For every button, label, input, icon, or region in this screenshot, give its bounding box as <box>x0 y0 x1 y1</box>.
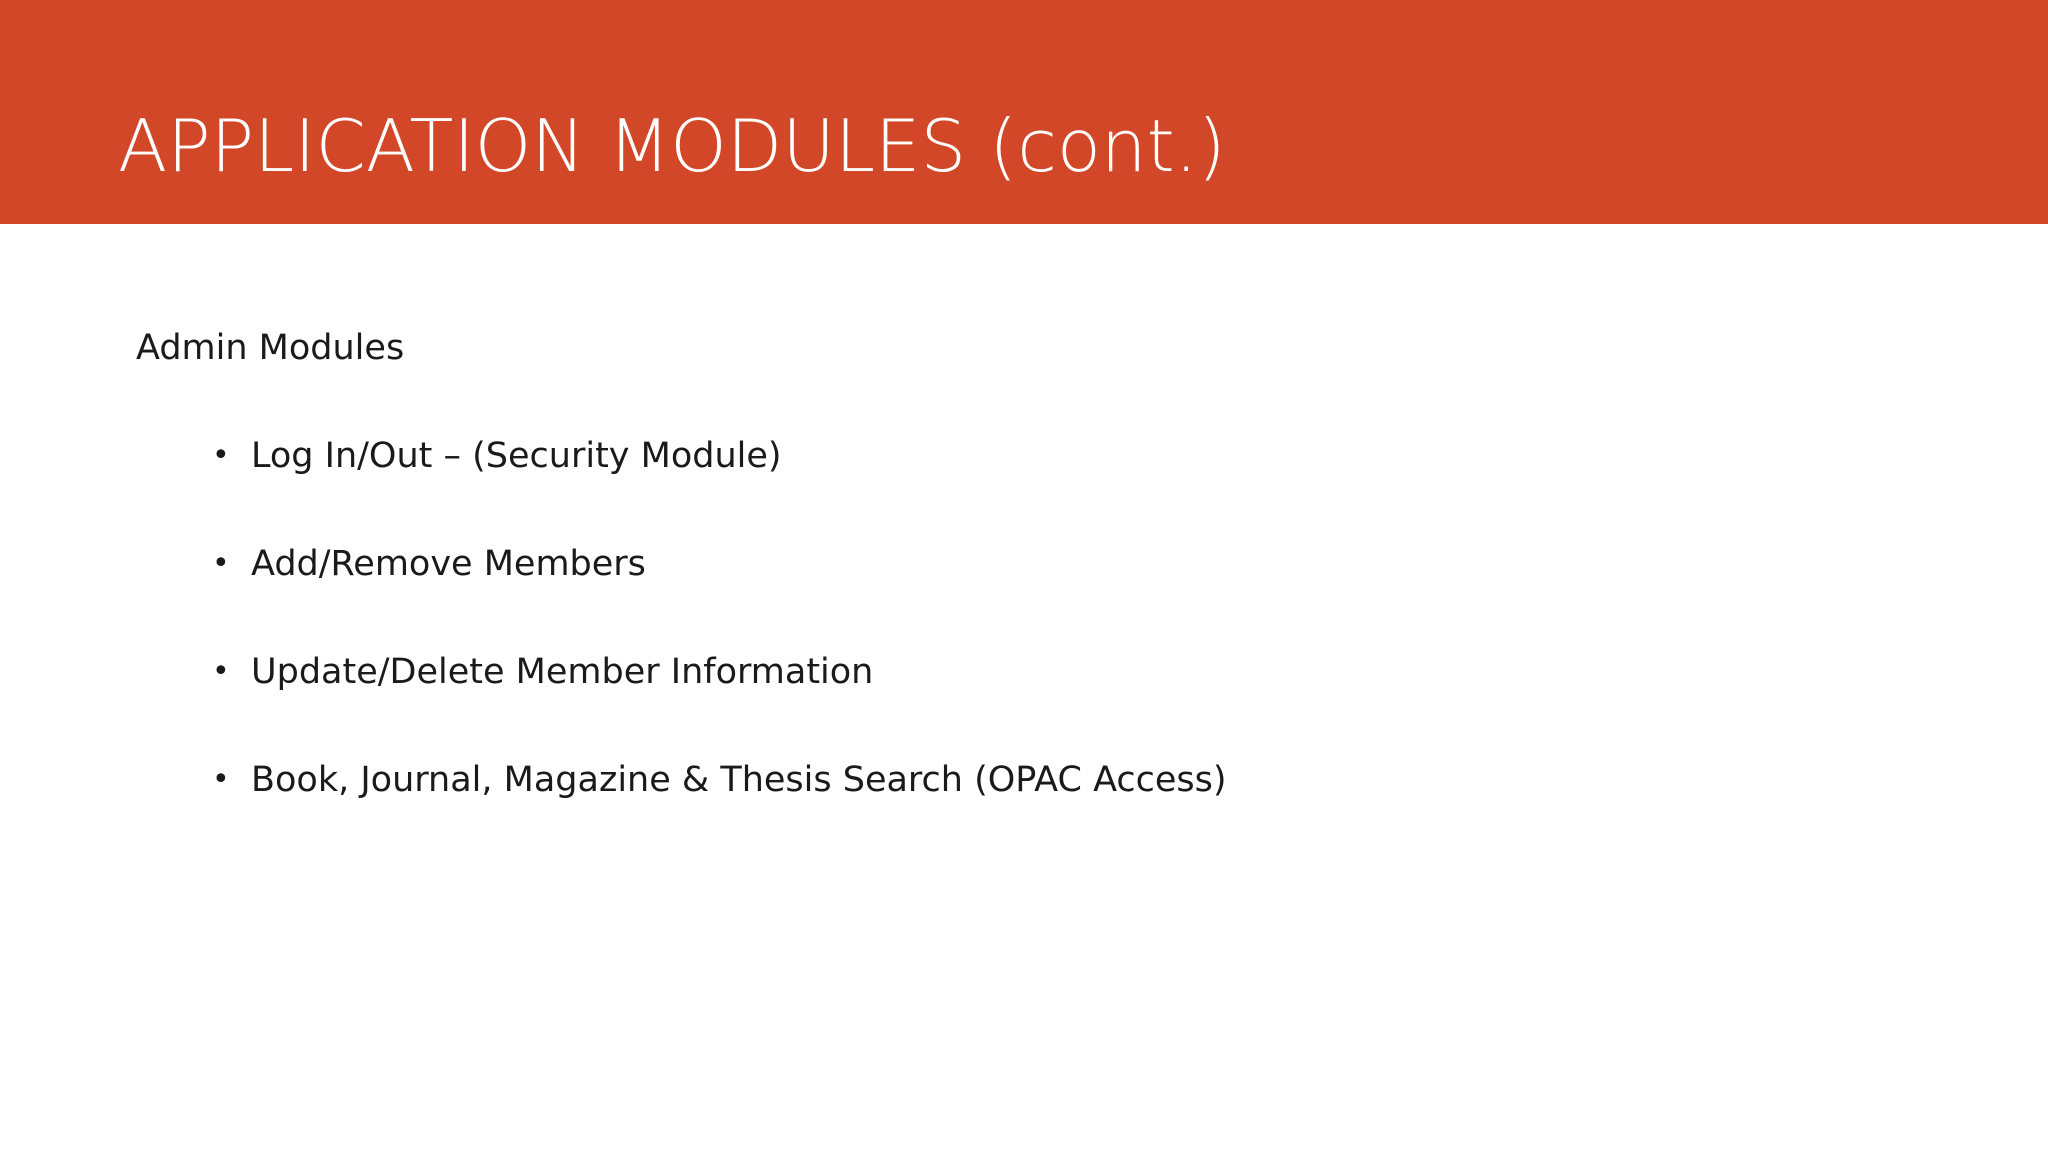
bullet-dot-icon: • <box>212 762 230 797</box>
bullet-text: Book, Journal, Magazine & Thesis Search (OPAC Access) <box>251 760 1227 800</box>
bullet-item-add-remove-members <box>136 534 1936 594</box>
bullet-dot-icon: • <box>212 654 230 689</box>
bullet-text: Update/Delete Member Information <box>251 652 874 692</box>
slide-title: APPLICATION MODULES (cont.) <box>118 104 1226 188</box>
bullet-text: Log In/Out – (Security Module) <box>251 436 782 476</box>
slide-content <box>136 318 1936 810</box>
bullet-item-search-opac <box>136 750 1936 810</box>
bullet-text: Add/Remove Members <box>251 544 646 584</box>
bullet-item-log-in-out <box>136 426 1936 486</box>
bullet-list <box>136 426 1936 810</box>
title-bar <box>0 0 2048 224</box>
bullet-item-update-delete-member <box>136 642 1936 702</box>
bullet-dot-icon: • <box>212 438 230 473</box>
bullet-dot-icon: • <box>212 546 230 581</box>
section-heading: Admin Modules <box>136 328 405 368</box>
